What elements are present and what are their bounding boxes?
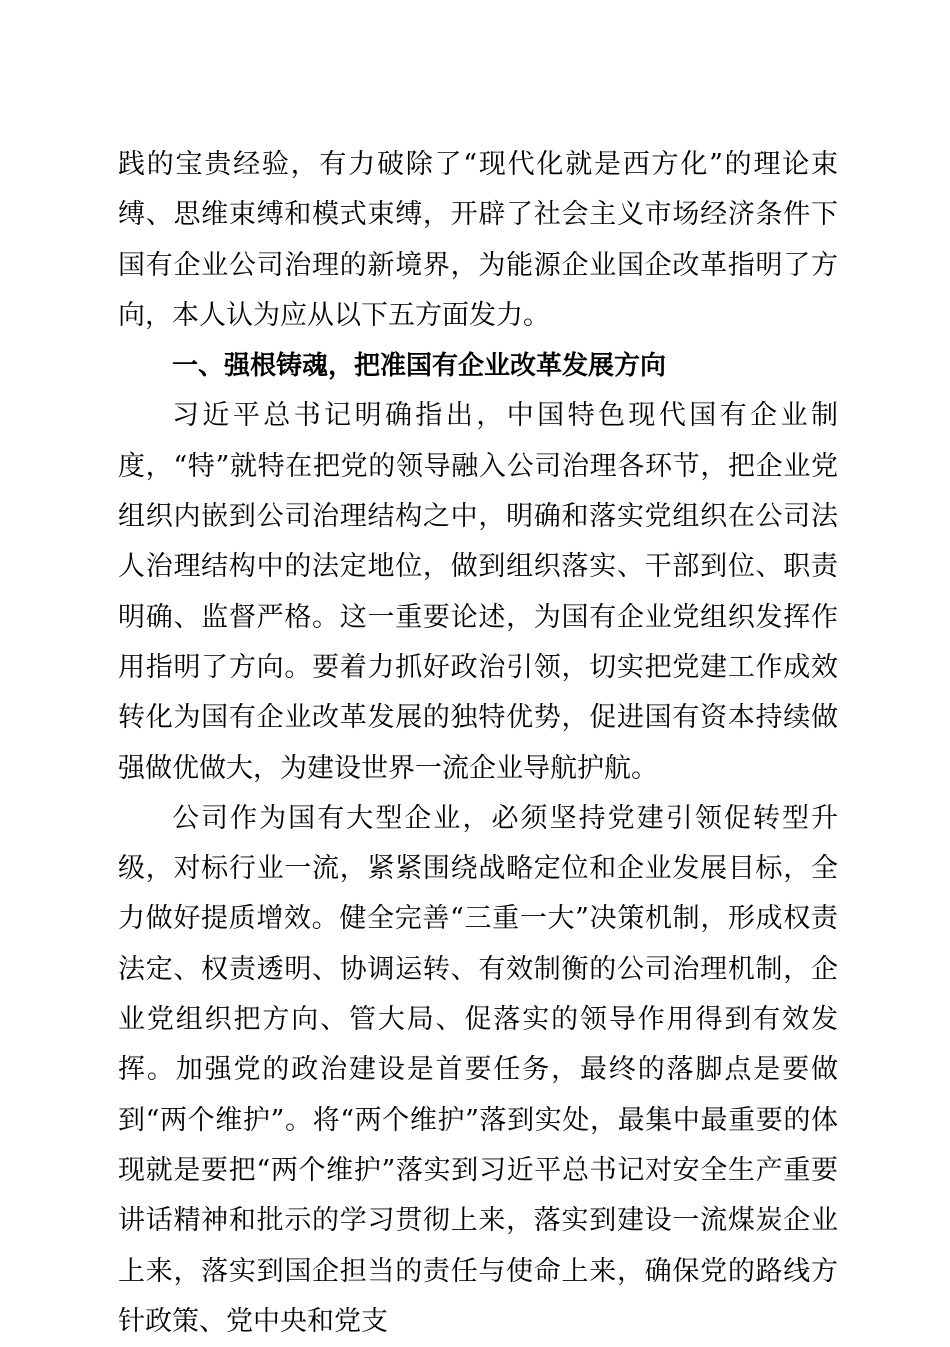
continued-paragraph: 践的宝贵经验，有力破除了“现代化就是西方化”的理论束缚、思维束缚和模式束缚，开辟了社会主义市场经济条件下国有企业公司治理的新境界，为能源企业国企改革指明了方向，本人认为应从以下五方面发力。 <box>118 149 838 331</box>
body-paragraph-1: 习近平总书记明确指出，中国特色现代国有企业制度，“特”就特在把党的领导融入公司治理各环节，把企业党组织内嵌到公司治理结构之中，明确和落实党组织在公司法人治理结构中的法定地位，做到组织落实、干部到位、职责明确、监督严格。这一重要论述，为国有企业党组织发挥作用指明了方向。要着力抓好政治引领，切实把党建工作成效转化为国有企业改革发展的独特优势，促进国有资本持续做强做优做大，为建设世界一流企业导航护航。 <box>118 400 838 784</box>
body-paragraph-2: 公司作为国有大型企业，必须坚持党建引领促转型升级，对标行业一流，紧紧围绕战略定位和企业发展目标，全力做好提质增效。健全完善“三重一大”决策机制，形成权责法定、权责透明、协调运转、有效制衡的公司治理机制，企业党组织把方向、管大局、促落实的领导作用得到有效发挥。加强党的政治建设是首要任务，最终的落脚点是要做到“两个维护”。将“两个维护”落到实处，最集中最重要的体现就是要把“两个维护”落实到习近平总书记对安全生产重要讲话精神和批示的学习贯彻上来，落实到建设一流煤炭企业上来，落实到国企担当的责任与使命上来，确保党的路线方针政策、党中央和党支 <box>118 802 838 1337</box>
section-heading: 一、强根铸魂，把准国有企业改革发展方向 <box>172 351 667 382</box>
document-body <box>118 140 838 1347</box>
